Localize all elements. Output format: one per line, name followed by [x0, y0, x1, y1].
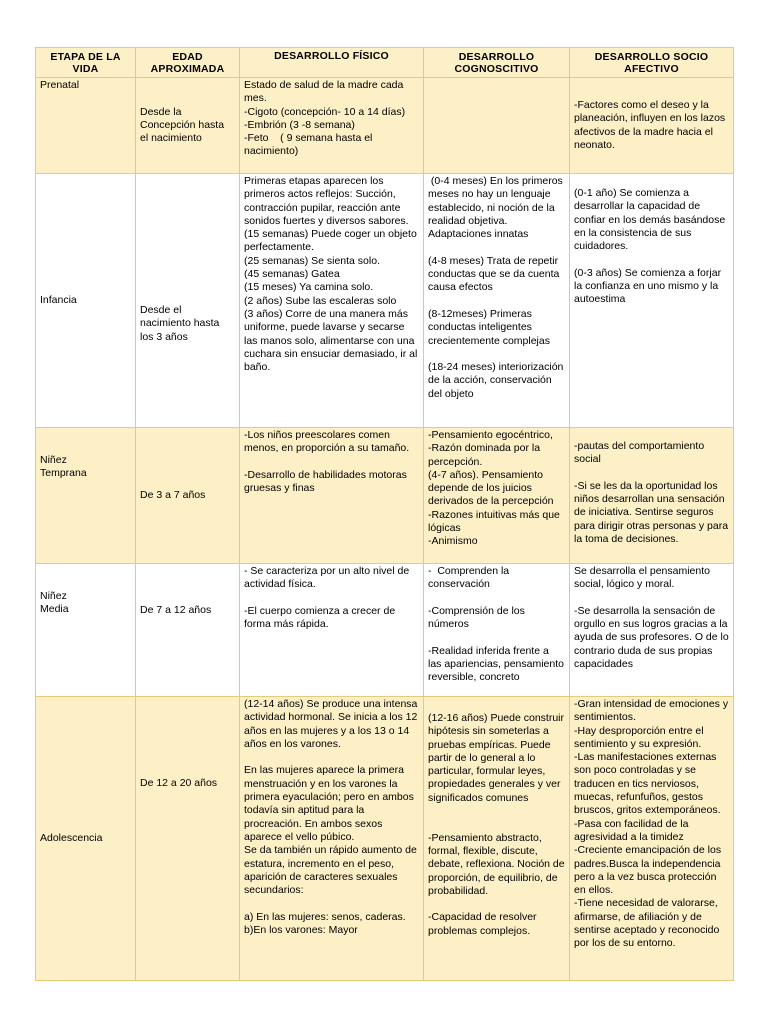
stage-cell: Niñez Media	[36, 564, 136, 697]
cognitive-cell: -Pensamiento egocéntrico, -Razón dominada por la percepción. (4-7 años). Pensamiento depende de los juicios derivados de la percepción -Razones intuitivas más que lógicas -Animismo	[424, 428, 570, 564]
table-row	[36, 428, 734, 564]
stage-cell: Prenatal	[36, 78, 136, 174]
stage-cell: Adolescencia	[36, 697, 136, 981]
header-row	[36, 48, 734, 78]
physical-cell: Primeras etapas aparecen los primeros actos reflejos: Succión, contracción pupilar, reacción ante sonidos fuertes y diversos sabores. (15 semanas) Puede coger un objeto perfectamente. (25 semanas) Se sienta solo. (45 semanas) Gatea (15 meses) Ya camina solo. (2 años) Sube las escaleras solo (3 años) Corre de una manera más uniforme, puede lavarse y secarse las manos solo, alimentarse con una cuchara sin ensuciar demasiado, ir al baño.	[240, 174, 424, 428]
cognitive-cell: - Comprenden la conservación -Comprensión de los números -Realidad inferida frente a las apariencias, pensamiento reversible, concreto	[424, 564, 570, 697]
physical-cell: Estado de salud de la madre cada mes. -Cigoto (concepción- 10 a 14 días) -Embrión (3 -8 semana) -Feto ( 9 semana hasta el nacimiento)	[240, 78, 424, 174]
socio-affective-cell: -Factores como el deseo y la planeación, influyen en los lazos afectivos de la madre hacia el neonato.	[570, 78, 734, 174]
table-row	[36, 697, 734, 981]
physical-cell: - Se caracteriza por un alto nivel de actividad física. -El cuerpo comienza a crecer de forma más rápida.	[240, 564, 424, 697]
age-cell: De 7 a 12 años	[136, 564, 240, 697]
header-etapa: ETAPA DE LA VIDA	[36, 48, 136, 78]
socio-affective-cell: -Gran intensidad de emociones y sentimientos. -Hay desproporción entre el sentimiento y su expresión. -Las manifestaciones externas son poco controladas y se traducen en tics nerviosos, muecas, refunfuños, gestos bruscos, gritos extemporáneos. -Pasa con facilidad de la agresividad a la timidez -Creciente emancipación de los padres.Busca la independencia pero a la vez busca protección en ellos. -Tiene necesidad de valorarse, afirmarse, de afiliación y de sentirse aceptado y reconocido por los de su entorno.	[570, 697, 734, 981]
socio-affective-cell: (0-1 año) Se comienza a desarrollar la capacidad de confiar en los demás basándose en la consistencia de sus cuidadores. (0-3 años) Se comienza a forjar la confianza en uno mismo y la autoestima	[570, 174, 734, 428]
socio-affective-cell: -pautas del comportamiento social -Si se les da la oportunidad los niños desarrollan una sensación de iniciativa. Sentirse seguros para dirigir otras personas y para la toma de decisiones.	[570, 428, 734, 564]
age-cell: Desde el nacimiento hasta los 3 años	[136, 174, 240, 428]
cognitive-cell: (12-16 años) Puede construir hipótesis sin someterlas a pruebas empíricas. Puede partir de lo general a lo particular, formular leyes, propiedades generales y ver significados comunes -Pensamiento abstracto, formal, flexible, discute, debate, reflexiona. Noción de proporción, de equilibrio, de probabilidad. -Capacidad de resolver problemas complejos.	[424, 697, 570, 981]
header-fisico: DESARROLLO FÍSICO	[240, 48, 424, 78]
socio-affective-cell: Se desarrolla el pensamiento social, lógico y moral. -Se desarrolla la sensación de orgullo en sus logros gracias a la ayuda de sus profesores. O de lo contrario duda de sus propias capacidades	[570, 564, 734, 697]
header-edad: EDAD APROXIMADA	[136, 48, 240, 78]
table-row	[36, 78, 734, 174]
physical-cell: -Los niños preescolares comen menos, en proporción a su tamaño. -Desarrollo de habilidades motoras gruesas y finas	[240, 428, 424, 564]
development-stages-table	[35, 47, 734, 981]
age-cell: De 12 a 20 años	[136, 697, 240, 981]
age-cell: De 3 a 7 años	[136, 428, 240, 564]
cognitive-cell	[424, 78, 570, 174]
physical-cell: (12-14 años) Se produce una intensa actividad hormonal. Se inicia a los 12 años en las mujeres y a los 13 o 14 años en los varones. En las mujeres aparece la primera menstruación y en los varones la primera eyaculación; pero en ambos todavía sin aptitud para la procreación. En ambos sexos aparece el vello púbico. Se da también un rápido aumento de estatura, incremento en el peso, aparición de caracteres sexuales secundarios: a) En las mujeres: senos, caderas. b)En los varones: Mayor	[240, 697, 424, 981]
stage-cell: Infancia	[36, 174, 136, 428]
header-cognoscitivo: DESARROLLO COGNOSCITIVO	[424, 48, 570, 78]
age-cell: Desde la Concepción hasta el nacimiento	[136, 78, 240, 174]
cognitive-cell: (0-4 meses) En los primeros meses no hay un lenguaje establecido, ni noción de la realidad objetiva. Adaptaciones innatas (4-8 meses) Trata de repetir conductas que se da cuenta causa efectos (8-12meses) Primeras conductas inteligentes crecientemente complejas (18-24 meses) interiorización de la acción, conservación del objeto	[424, 174, 570, 428]
table-row	[36, 564, 734, 697]
stage-cell: Niñez Temprana	[36, 428, 136, 564]
table-row	[36, 174, 734, 428]
header-socio: DESARROLLO SOCIO AFECTIVO	[570, 48, 734, 78]
